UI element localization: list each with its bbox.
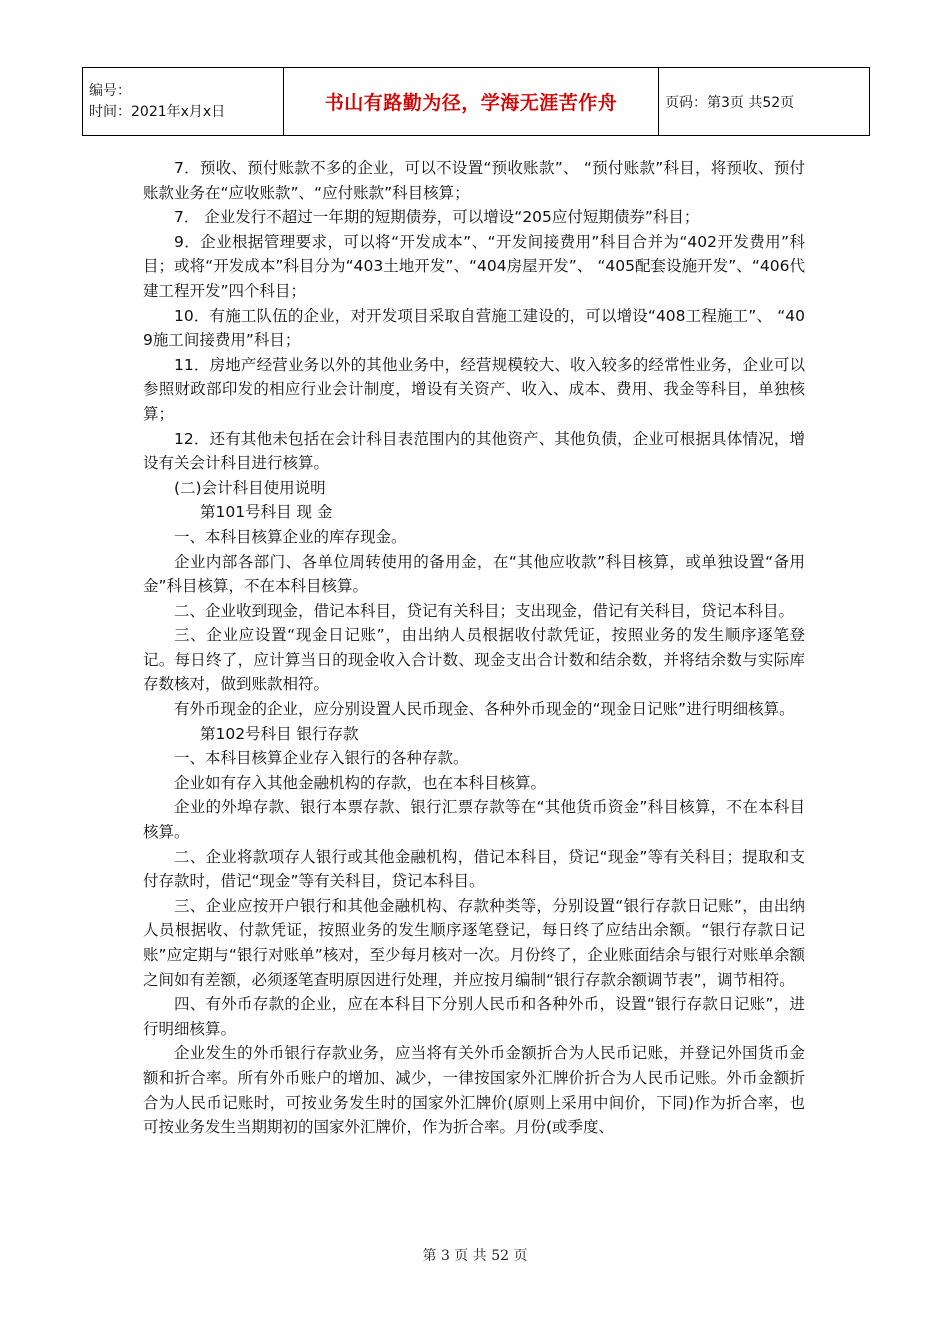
paragraph: 7． 企业发行不超过一年期的短期债券，可以增设“205应付短期债券”科目； (174, 208, 700, 227)
paragraph: 10．有施工队伍的企业，对开发项目采取自营施工建设的，可以增设“408工程施工”、 “409施工间接费用”科目； (143, 306, 805, 350)
paragraph: 9．企业根据管理要求，可以将“开发成本”、“开发间接费用”科目合并为“402开发费用”科目；或将“开发成本”科目分为“403土地开发”、“404房屋开发”、 “405配套设施开发”、“406代建工程开发”四个科目； (143, 232, 805, 300)
paragraph: 企业的外埠存款、银行本票存款、银行汇票存款等在“其他货币资金”科目核算，不在本科目核算。 (143, 798, 805, 842)
header-meta-cell (83, 68, 284, 136)
document-number-label: 编号： (89, 82, 131, 99)
page-footer: 第 3 页 共 52 页 (422, 1248, 528, 1264)
section-heading: (二)会计科目使用说明 (174, 478, 326, 497)
paragraph: 11．房地产经营业务以外的其他业务中，经营规模较大、收入较多的经常性业务，企业可以参照财政部印发的相应行业会计制度，增设有关资产、收入、成本、费用、我金等科目，单独核算； (143, 355, 805, 423)
paragraph: 企业发生的外币银行存款业务，应当将有关外币金额折合为人民币记账，并登记外国货币金额和折合率。所有外币账户的增加、减少，一律按国家外汇牌价折合为人民币记账。外币金额折合为人民币记账时，可按业务发生时的国家外汇牌价(原则上采用中间价，下同)作为折合率，也可按业务发生当期期初的国家外汇牌价，作为折合率。月份(或季度、 (143, 1044, 805, 1137)
document-date-label: 时间：2021年x月x日 (89, 103, 226, 120)
paragraph: 企业内部各部门、各单位周转使用的备用金，在“其他应收款”科目核算，或单独设置“备用金”科目核算，不在本科目核算。 (143, 552, 805, 596)
subject-heading: 第102号科目 银行存款 (200, 724, 359, 743)
paragraph: 企业如有存入其他金融机构的存款，也在本科目核算。 (174, 773, 547, 792)
paragraph: 三、企业应按开户银行和其他金融机构、存款种类等，分别设置“银行存款日记账”，由出纳人员根据收、付款凭证，按照业务的发生顺序逐笔登记，每日终了应结出余额。“银行存款日记账”应定期与“银行对账单”核对，至少每月核对一次。月份终了，企业账面结余与银行对账单余额之间如有差额，必须逐笔查明原因进行处理，并应按月编制“银行存款余额调节表”，调节相符。 (143, 896, 805, 989)
paragraph: 二、企业收到现金，借记本科目，贷记有关科目；支出现金，借记有关科目，贷记本科目。 (174, 601, 795, 620)
paragraph: 四、有外币存款的企业，应在本科目下分别人民币和各种外币，设置“银行存款日记账”，进行明细核算。 (143, 995, 805, 1038)
document-body (143, 156, 805, 1140)
header-motto: 书山有路勤为径，学海无涯苦作舟 (284, 68, 659, 136)
paragraph: 三、企业应设置“现金日记账”，由出纳人员根据收付款凭证，按照业务的发生顺序逐笔登记。每日终了，应计算当日的现金收入合计数、现金支出合计数和结余数，并将结余数与实际库存数核对，做到账款相符。 (143, 626, 805, 694)
paragraph: 二、企业将款项存人银行或其他金融机构，借记本科目，贷记“现金”等有关科目；提取和支付存款时，借记“现金”等有关科目，贷记本科目。 (143, 847, 805, 891)
paragraph: 一、本科目核算企业存入银行的各种存款。 (174, 749, 469, 768)
paragraph: 一、本科目核算企业的库存现金。 (174, 527, 407, 546)
paragraph: 7．预收、预付账款不多的企业，可以不设置“预收账款”、 “预付账款”科目，将预收、预付账款业务在“应收账款”、“应付账款”科目核算； (143, 159, 805, 202)
document-header (82, 67, 870, 136)
header-page-number: 页码：第3页 共52页 (659, 68, 870, 136)
paragraph: 12．还有其他未包括在会计科目表范围内的其他资产、其他负债，企业可根据具体情况，增设有关会计科目进行核算。 (143, 429, 805, 473)
subject-heading: 第101号科目 现 金 (200, 503, 333, 522)
paragraph: 有外币现金的企业，应分别设置人民币现金、各种外币现金的“现金日记账”进行明细核算。 (174, 700, 795, 719)
